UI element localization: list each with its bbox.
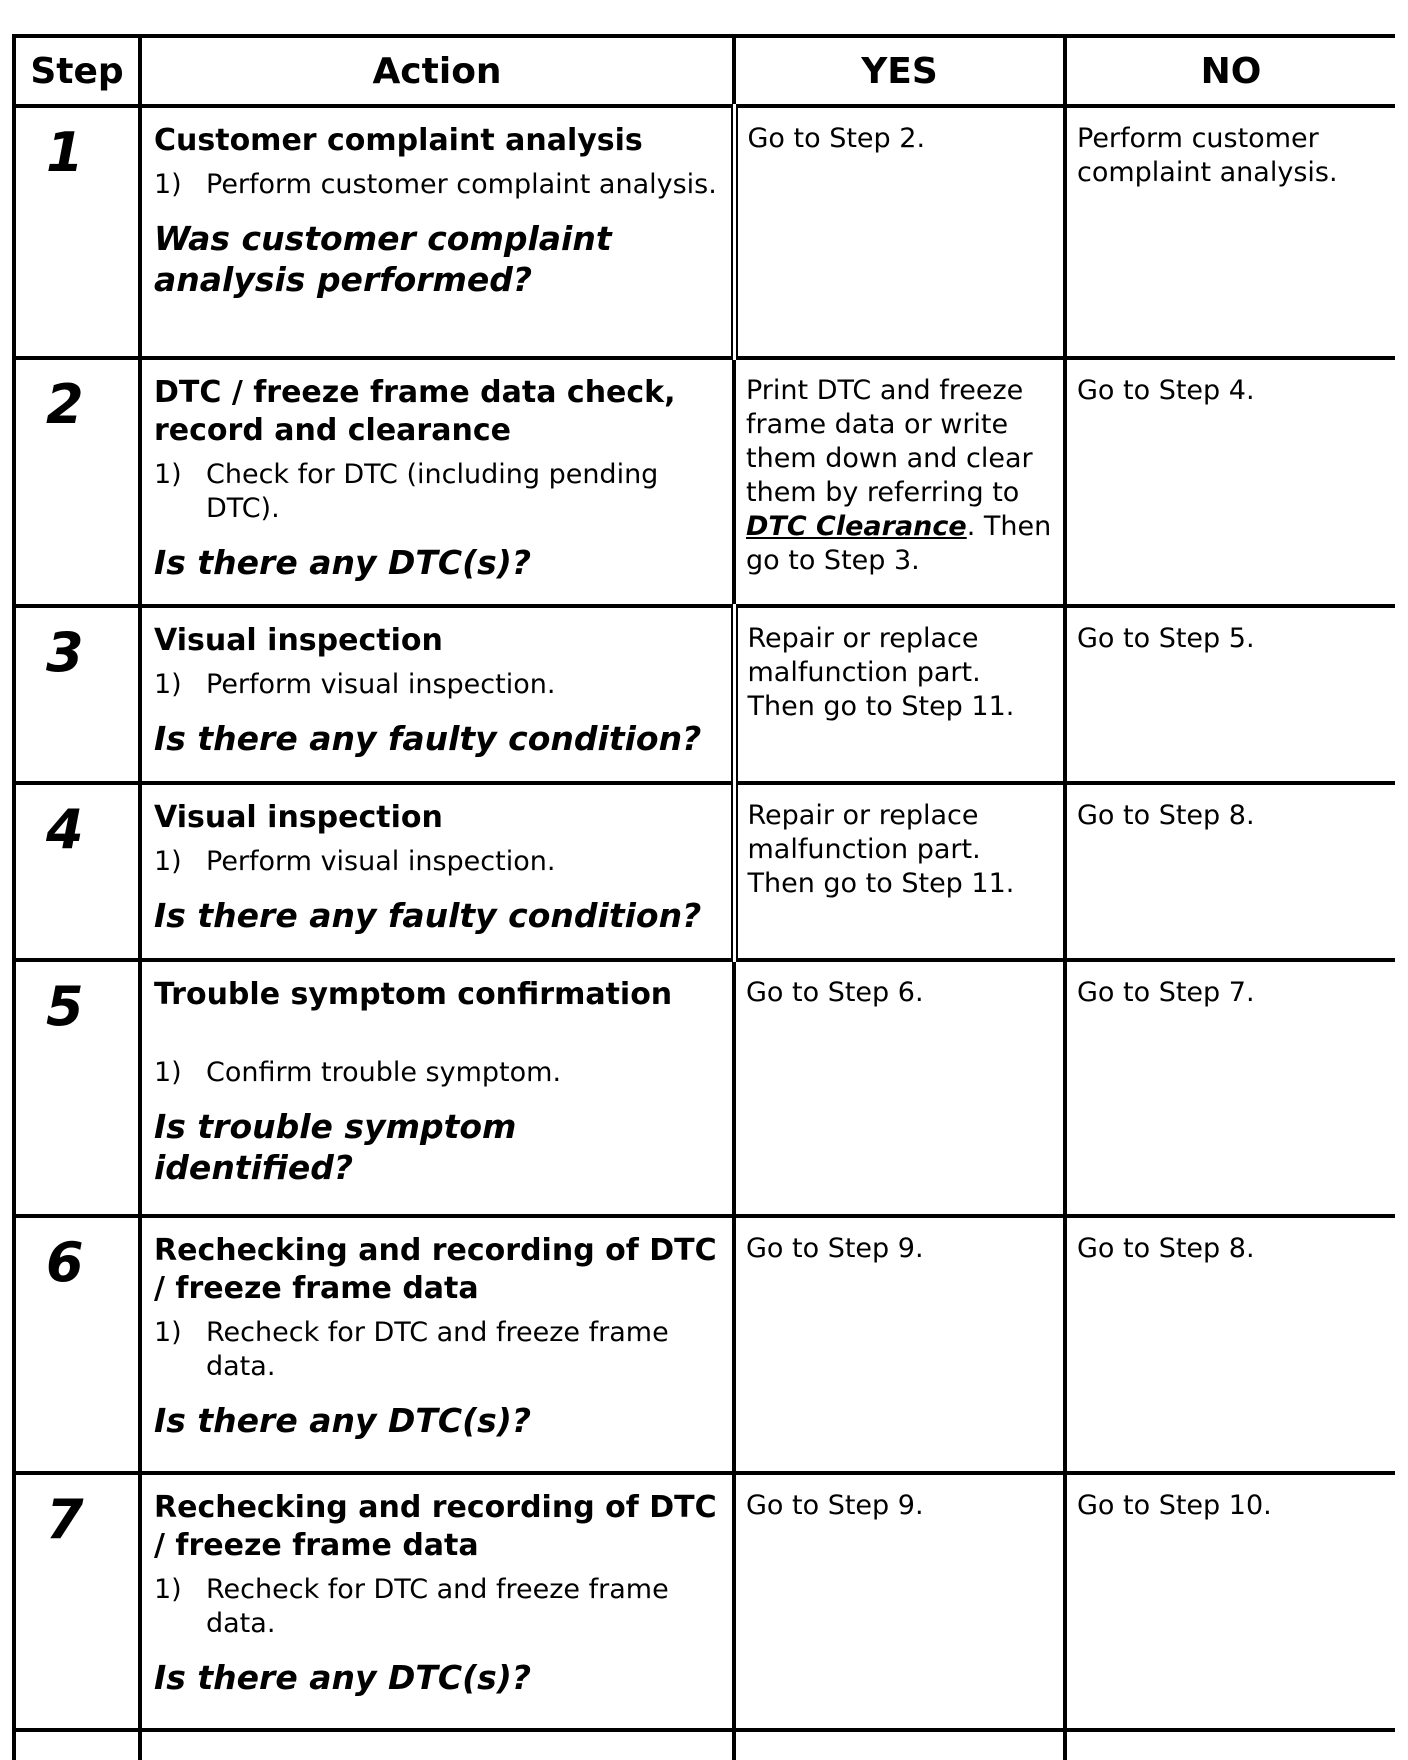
no-cell: Go to Step 7.: [1065, 960, 1395, 1216]
table-row-continuation: [14, 1730, 1395, 1760]
yes-cell: Repair or replace malfunction part. Then go to Step 11.: [734, 606, 1065, 783]
step-number: 6: [14, 1216, 140, 1473]
no-cell: Perform customer complaint analysis.: [1065, 106, 1395, 358]
action-item-text: Recheck for DTC and freeze frame data.: [206, 1317, 669, 1382]
no-cell: Go to Step 8.: [1065, 783, 1395, 960]
action-item-number: 1): [154, 169, 182, 200]
table-row-step-1: [14, 106, 1395, 358]
step-number: 4: [14, 783, 140, 960]
action-item-number: 1): [154, 1574, 182, 1605]
header-step: Step: [14, 36, 140, 106]
table-row-step-2: [14, 358, 1395, 606]
action-item-number: 1): [154, 1057, 182, 1088]
no-cell: Go to Step 4.: [1065, 358, 1395, 606]
action-cell: [140, 783, 734, 960]
header-action: Action: [140, 36, 734, 106]
action-item: [154, 168, 721, 202]
action-title: Customer complaint analysis: [154, 123, 643, 158]
action-question: Was customer complaint analysis performed?: [154, 219, 612, 299]
table-row-step-4: [14, 783, 1395, 960]
action-title: Rechecking and recording of DTC / freeze frame data: [154, 1233, 717, 1306]
no-cell: Go to Step 5.: [1065, 606, 1395, 783]
action-title: Visual inspection: [154, 800, 443, 835]
yes-text-pre: Print DTC and freeze frame data or write them down and clear them by referring to: [746, 375, 1033, 508]
action-item: [154, 1316, 722, 1384]
action-item: [154, 1056, 722, 1090]
action-item-number: 1): [154, 846, 182, 877]
empty-cell: [734, 1730, 1065, 1760]
yes-cell: Go to Step 2.: [734, 106, 1065, 358]
action-cell: [140, 960, 734, 1216]
action-title: Visual inspection: [154, 623, 443, 658]
empty-cell: [1065, 1730, 1395, 1760]
step-number: 7: [14, 1473, 140, 1730]
action-cell: [140, 1473, 734, 1730]
table-row-step-7: [14, 1473, 1395, 1730]
table-row-step-3: [14, 606, 1395, 783]
yes-text-post: . Then go to Step 3.: [746, 511, 1052, 576]
yes-cell: Go to Step 6.: [734, 960, 1065, 1216]
dtc-clearance-link[interactable]: DTC Clearance: [746, 511, 967, 542]
table-row-step-5: [14, 960, 1395, 1216]
action-item: [154, 668, 721, 702]
step-number: 2: [14, 358, 140, 606]
table-row-step-6: [14, 1216, 1395, 1473]
action-question: Is there any faulty condition?: [154, 896, 702, 935]
table-header-row: [14, 36, 1395, 106]
action-item-number: 1): [154, 669, 182, 700]
action-question: Is there any faulty condition?: [154, 719, 702, 758]
no-cell: Go to Step 10.: [1065, 1473, 1395, 1730]
diagnostic-flow-table: [12, 34, 1395, 1760]
yes-cell: Go to Step 9.: [734, 1473, 1065, 1730]
yes-cell: [734, 358, 1065, 606]
action-question: Is there any DTC(s)?: [154, 1401, 532, 1440]
diagnostic-flow-sheet: [12, 34, 1395, 1760]
action-item-text: Check for DTC (including pending DTC).: [206, 459, 659, 524]
action-cell: [140, 358, 734, 606]
action-item: [154, 845, 721, 879]
action-item-number: 1): [154, 1317, 182, 1348]
step-number: 3: [14, 606, 140, 783]
empty-cell: [14, 1730, 140, 1760]
step-number: 5: [14, 960, 140, 1216]
action-question: Is trouble symptom identified?: [154, 1107, 517, 1187]
action-item-text: Recheck for DTC and freeze frame data.: [206, 1574, 669, 1639]
empty-cell: [140, 1730, 734, 1760]
action-item-text: Perform visual inspection.: [206, 846, 556, 877]
action-item-text: Perform customer complaint analysis.: [206, 169, 717, 200]
action-item-text: Perform visual inspection.: [206, 669, 556, 700]
no-cell: Go to Step 8.: [1065, 1216, 1395, 1473]
action-cell: [140, 1216, 734, 1473]
action-title: Rechecking and recording of DTC / freeze frame data: [154, 1490, 717, 1563]
yes-cell: Repair or replace malfunction part. Then go to Step 11.: [734, 783, 1065, 960]
action-question: Is there any DTC(s)?: [154, 1658, 532, 1697]
action-question: Is there any DTC(s)?: [154, 543, 532, 582]
header-yes: YES: [734, 36, 1065, 106]
action-title: Trouble symptom confirmation: [154, 977, 673, 1012]
spacer: [154, 1014, 722, 1048]
action-item: [154, 1573, 722, 1641]
yes-cell: Go to Step 9.: [734, 1216, 1065, 1473]
header-no: NO: [1065, 36, 1395, 106]
action-title: DTC / freeze frame data check, record and clearance: [154, 375, 676, 448]
action-item-number: 1): [154, 459, 182, 490]
action-cell: [140, 606, 734, 783]
action-item: [154, 458, 722, 526]
step-number: 1: [14, 106, 140, 358]
action-cell: [140, 106, 734, 358]
action-item-text: Confirm trouble symptom.: [206, 1057, 562, 1088]
